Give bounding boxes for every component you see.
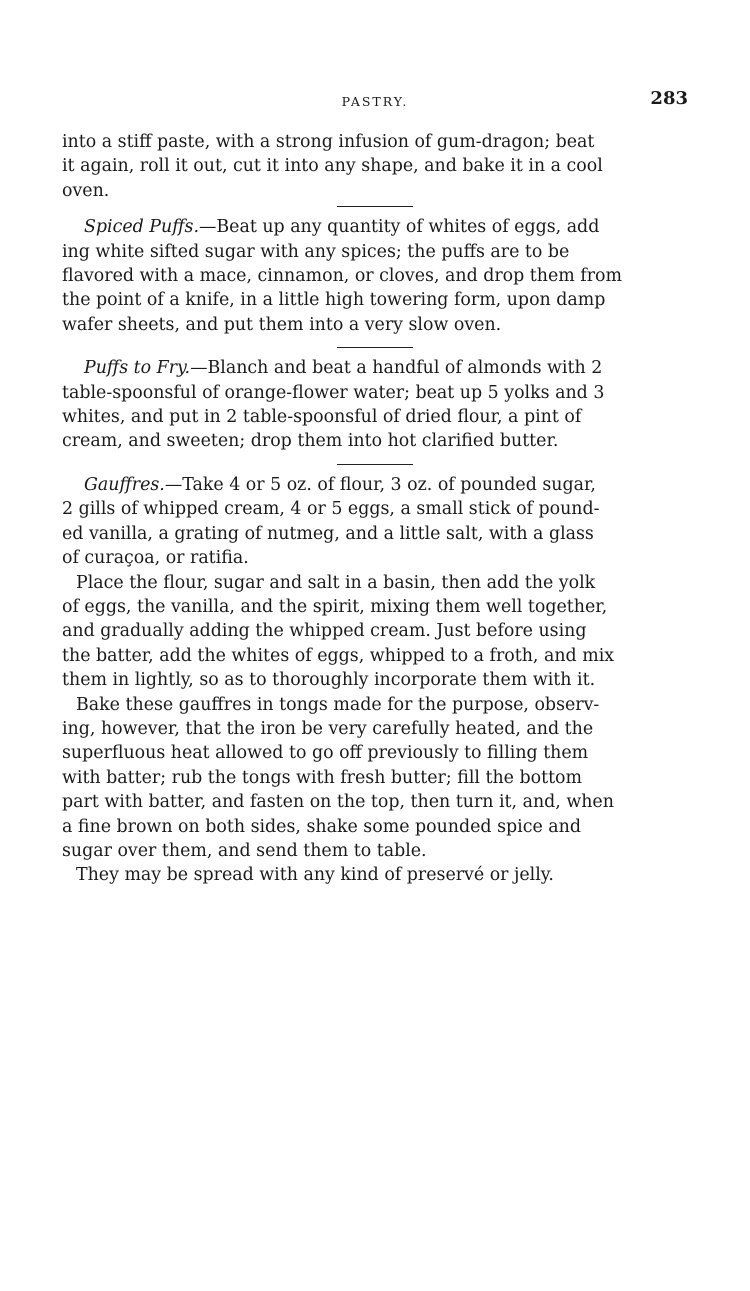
text-line: of eggs, the vanilla, and the spirit, mixing them well together, xyxy=(62,596,608,617)
recipe-heading: Spiced Puffs. xyxy=(84,217,199,238)
text-line: ed vanilla, a grating of nutmeg, and a little salt, with a glass xyxy=(62,523,594,544)
text-line xyxy=(62,215,688,239)
text-line: the batter, add the whites of eggs, whipped to a froth, and mix xyxy=(62,645,615,666)
text-line xyxy=(62,356,688,380)
text-line: ing, however, that the iron be very carefully heated, and the xyxy=(62,718,594,739)
page-body xyxy=(62,130,688,888)
text-line: wafer sheets, and put them into a very slow oven. xyxy=(62,314,502,335)
text-run: —Blanch and beat a handful of almonds with 2 xyxy=(190,358,603,379)
section-divider xyxy=(337,347,413,348)
text-line: them in lightly, so as to thoroughly incorporate them with it. xyxy=(62,670,596,691)
text-line: oven. xyxy=(62,180,110,201)
section-divider xyxy=(337,206,413,207)
gauffres-serving-paragraph xyxy=(62,863,688,887)
text-line xyxy=(62,473,688,497)
text-line: superfluous heat allowed to go off previously to filling them xyxy=(62,743,589,764)
text-line: part with batter, and fasten on the top, then turn it, and, when xyxy=(62,792,614,813)
running-title: PASTRY. xyxy=(341,94,409,109)
text-line: Bake these gauffres in tongs made for the purpose, observ- xyxy=(76,694,600,715)
running-header xyxy=(62,88,688,114)
gauffres-recipe xyxy=(62,473,688,571)
spiced-puffs-recipe xyxy=(62,215,688,337)
gauffres-baking-paragraph xyxy=(62,693,688,864)
text-line: into a stiff paste, with a strong infusion of gum-dragon; beat xyxy=(62,132,595,152)
text-line: flavored with a mace, cinnamon, or cloves, and drop them from xyxy=(62,266,623,287)
text-line: table-spoonsful of orange-flower water; beat up 5 yolks and 3 xyxy=(62,382,605,403)
text-line: and gradually adding the whipped cream. Just before using xyxy=(62,621,587,642)
gauffres-method-paragraph xyxy=(62,571,688,693)
text-line: Place the flour, sugar and salt in a basin, then add the yolk xyxy=(76,572,596,593)
recipe-heading: Puffs to Fry. xyxy=(84,358,191,379)
text-line: of curaçoa, or ratifia. xyxy=(62,548,249,569)
puffs-to-fry-recipe xyxy=(62,356,688,454)
text-line: whites, and put in 2 table-spoonsful of dried flour, a pint of xyxy=(62,407,582,428)
section-divider xyxy=(337,464,413,465)
text-line: it again, roll it out, cut it into any shape, and bake it in a cool xyxy=(62,156,603,177)
text-line: a fine brown on both sides, shake some pounded spice and xyxy=(62,816,581,837)
text-line: ing white sifted sugar with any spices; the puffs are to be xyxy=(62,241,570,262)
text-line: cream, and sweeten; drop them into hot clarified butter. xyxy=(62,431,559,452)
text-line: 2 gills of whipped cream, 4 or 5 eggs, a small stick of pound- xyxy=(62,499,600,520)
text-line: They may be spread with any kind of preservé or jelly. xyxy=(76,865,554,886)
text-run: —Beat up any quantity of whites of eggs, add xyxy=(198,217,600,238)
text-line: with batter; rub the tongs with fresh butter; fill the bottom xyxy=(62,767,583,788)
page-number: 283 xyxy=(650,88,688,109)
text-line: sugar over them, and send them to table. xyxy=(62,840,427,861)
continuation-paragraph xyxy=(62,130,688,203)
text-line: the point of a knife, in a little high towering form, upon damp xyxy=(62,290,606,311)
recipe-heading: Gauffres. xyxy=(84,474,165,495)
text-run: —Take 4 or 5 oz. of flour, 3 oz. of pounded sugar, xyxy=(164,474,596,495)
